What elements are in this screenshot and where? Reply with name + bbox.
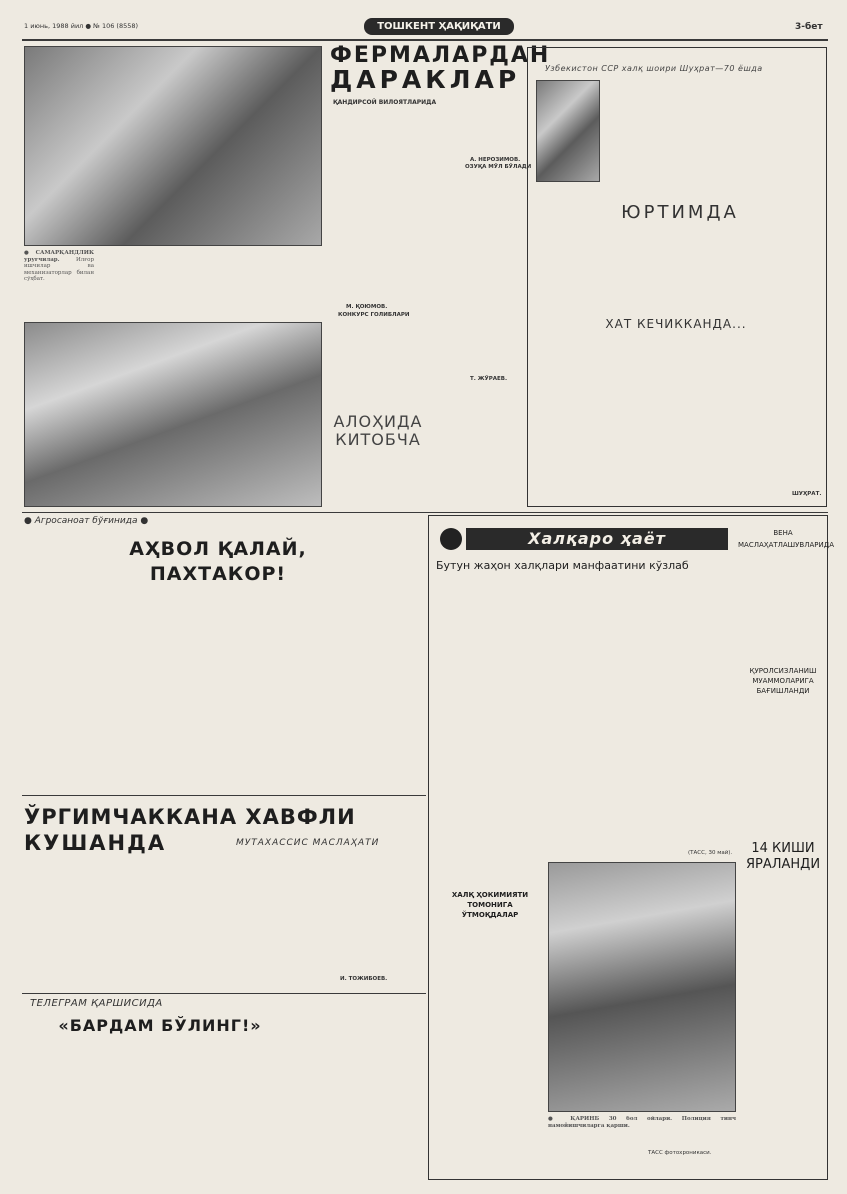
- vena-headline-2: МАСЛАҲАТЛАШУВЛАРИДА: [738, 541, 835, 549]
- alohida-headline-2: КИТОБЧА: [335, 430, 421, 449]
- issue-date: 1 июнь, 1988 йил ● № 106 (8558): [24, 22, 139, 30]
- telegram-col5: [302, 1002, 360, 1176]
- halk-headline-3: ЎТМОҚДАЛАР: [461, 911, 519, 919]
- kurol-headline-2: МУАММОЛАРИГА: [752, 677, 814, 685]
- intl-tass-credit: (ТАСС, 30 май).: [688, 850, 733, 856]
- agro-col4: [254, 530, 322, 790]
- farms-headline-2: ДАРАКЛАР: [330, 65, 521, 94]
- photo-police-protest: [548, 862, 736, 1112]
- portrait-shuhrat: [536, 80, 600, 182]
- poem2-col1: [540, 340, 680, 500]
- telegram-col4: [234, 1046, 298, 1176]
- telegram-headline: «БАРДАМ БЎЛИНГ!»: [58, 1016, 262, 1035]
- pest-col5: [322, 864, 422, 974]
- agro-headline-2: ПАХТАКОР!: [149, 563, 287, 585]
- pest-col3: [172, 864, 242, 988]
- pest-sign: И. ТОЖИБОЕВ.: [340, 976, 388, 982]
- telegram-col3: [164, 1046, 230, 1176]
- pest-headline-2: КУШАНДА: [24, 831, 167, 855]
- pest-col2: [98, 864, 168, 988]
- poem-col2: [690, 226, 820, 306]
- jubilee-sign: ШУҲРАТ.: [792, 491, 822, 497]
- alohida-text-2: [432, 414, 522, 506]
- farms-sign-1b: КОНКУРС ГОЛИБЛАРИ: [338, 312, 410, 318]
- kurol-text: [742, 700, 824, 842]
- poem-col1: [540, 226, 676, 306]
- telegram-rubric: ТЕЛЕГРАМ ҚАРШИСИДА: [30, 998, 163, 1009]
- farms-subhead: ҚАНДИРСОЙ ВИЛОЯТЛАРИДА: [333, 99, 437, 106]
- page-number: 3-бет: [795, 22, 823, 32]
- farms-col1: [333, 108, 395, 418]
- vena-headline-1: ВЕНА: [773, 529, 793, 537]
- alohida-text-1: [332, 456, 426, 506]
- pest-headline-1: ЎРГИМЧАККАНА ХАВФЛИ: [24, 805, 356, 829]
- agro-col5: [326, 530, 422, 790]
- halk-headline-1: ХАЛҚ ҲОКИМИЯТИ: [451, 891, 529, 899]
- farms-col3: [459, 172, 521, 380]
- farms-sign-1: М. ҚОЮМОВ.: [346, 304, 388, 310]
- alohida-headline-1: АЛОҲИДА: [333, 412, 423, 431]
- section-rule-3: [22, 993, 426, 994]
- telegram-col6: [364, 1002, 424, 1176]
- intl-photo-credit: ТАСС фотохроникаси.: [648, 1150, 712, 1156]
- photo1-caption: ● САМАРҚАНДЛИК уруғчилар. Илғор ишчилар ва механизаторлар билан сўҳбат.: [24, 250, 94, 283]
- kishi-headline-2: ЯРАЛАНДИ: [745, 857, 821, 872]
- agro-rubric: ● Агросаноат бўғинида ●: [24, 516, 149, 526]
- agro-col1: [24, 530, 110, 785]
- poem2-col2: [692, 340, 820, 500]
- farms-sign-2: А. НЕРОЗИМОВ.: [470, 157, 521, 163]
- pest-col1: [24, 864, 94, 988]
- intl-col2: [540, 578, 636, 848]
- kurol-headline-1: ҚУРОЛСИЗЛАНИШ: [749, 667, 817, 675]
- telegram-col1: [24, 1046, 90, 1176]
- pest-col4: [246, 864, 318, 988]
- intl-photo-caption: ● ҚАРИНБ 30 бол ойлари. Полиция тинч намойишчиларга қарши.: [548, 1116, 736, 1129]
- photo-tractor-field: [24, 322, 322, 507]
- agro-headline-1: АҲВОЛ ҚАЛАЙ,: [129, 538, 307, 560]
- telegram-col2: [94, 1046, 160, 1176]
- jubilee-poem-subtitle: ХАТ КЕЧИККАНДА...: [605, 317, 747, 331]
- kurol-headline-3: БАҒИШЛАНДИ: [756, 687, 810, 695]
- jubilee-poem-title: ЮРТИМДА: [621, 202, 739, 223]
- intl-headline: Бутун жаҳон халқлари манфаатини кўзлаб: [436, 559, 689, 572]
- intl-col1: [436, 578, 536, 848]
- agro-col3: [184, 594, 250, 789]
- farms-col2: [399, 108, 455, 418]
- photo-seed-growers: [24, 46, 322, 246]
- kishi-headline-1: 14 КИШИ: [751, 841, 815, 856]
- farms-sign-2b: ОЗУҚА МЎЛ БЎЛАДИ: [465, 164, 532, 170]
- intl-title: Халқаро ҳаёт: [466, 528, 728, 550]
- halk-headline-2: ТОМОНИГА: [467, 901, 513, 909]
- photo1-text-col4: [250, 250, 322, 318]
- photo1-text-col2: [98, 250, 168, 318]
- kishi-text: [742, 876, 824, 1176]
- pest-rubric: МУТАХАССИС МАСЛАҲАТИ: [236, 838, 380, 848]
- jubilee-banner: Узбекистон ССР халқ шоири Шуҳрат—70 ёшда: [545, 64, 763, 73]
- newspaper-masthead: ТОШКЕНТ ҲАҚИҚАТИ: [364, 18, 514, 35]
- photo1-text-col3: [172, 250, 246, 318]
- agro-col2: [114, 594, 180, 789]
- jubilee-intro: [606, 82, 820, 162]
- halk-text: [436, 926, 544, 1106]
- section-rule-1: [22, 512, 828, 513]
- farms-headline-1: ФЕРМАЛАРДАН: [330, 43, 551, 68]
- farms-sign-3: Т. ЖЎРАЕВ.: [470, 376, 508, 382]
- vena-text: [742, 556, 824, 664]
- section-rule-2: [22, 795, 426, 796]
- masthead-rule: [22, 39, 828, 41]
- globe-icon: [440, 528, 462, 550]
- intl-col3: [640, 578, 736, 848]
